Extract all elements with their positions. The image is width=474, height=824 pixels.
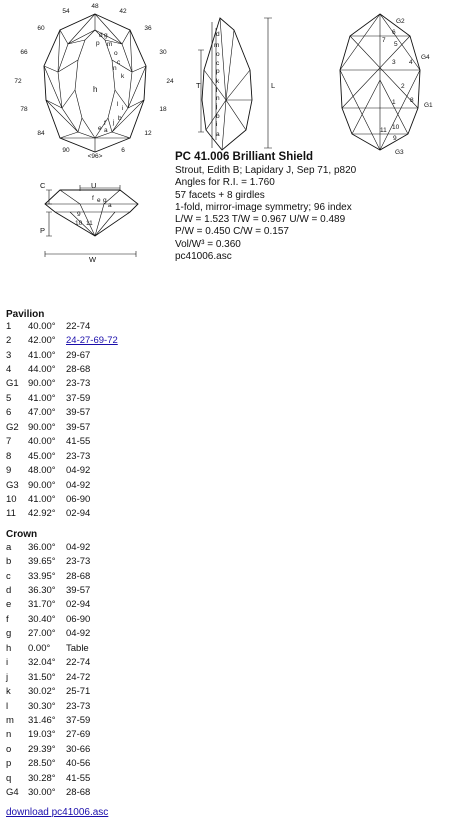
facet-row [6, 771, 90, 785]
dim-label: W [89, 255, 97, 264]
facet-index: 29-67 [66, 349, 91, 361]
facet-angle: 30.00° [28, 787, 56, 799]
facet-label: f [104, 120, 106, 127]
facet-id: b [6, 556, 12, 568]
facet-label: f [92, 195, 94, 202]
facet-index: 39-57 [66, 407, 91, 419]
facet-angle: 40.00° [28, 320, 56, 332]
facet-angle: 90.00° [28, 378, 56, 390]
facet-label: g [103, 197, 107, 204]
facet-index: 23-73 [66, 450, 91, 462]
facet-angle: 42.92° [28, 508, 56, 520]
facet-angle: 28.50° [28, 758, 56, 770]
facet-index: 37-59 [66, 714, 91, 726]
facet-label: G1 [424, 102, 433, 109]
facet-label: G4 [421, 54, 430, 61]
facet-label: n [216, 95, 220, 102]
facet-angle: 29.39° [28, 743, 56, 755]
info-line: 57 facets + 8 girdles [175, 189, 265, 201]
facet-angle: 41.00° [28, 349, 56, 361]
facet-angle: 47.00° [28, 407, 56, 419]
facet-index [66, 333, 118, 347]
facet-id: k [6, 686, 11, 698]
facet-angle: 41.00° [28, 392, 56, 404]
facet-index: 02-94 [66, 599, 91, 611]
facet-label: 11 [86, 220, 93, 227]
facet-angle: 31.46° [28, 714, 56, 726]
index-label: 12 [144, 130, 152, 137]
facet-angle: 40.00° [28, 436, 56, 448]
facet-id: d [6, 585, 12, 597]
info-line: L/W = 1.523 T/W = 0.967 U/W = 0.489 [175, 214, 346, 226]
facet-label: n [113, 65, 117, 72]
index-label: 18 [159, 106, 167, 113]
facet-row [6, 435, 118, 449]
facet-label: i [122, 105, 124, 112]
facet-angle: 33.95° [28, 570, 56, 582]
dim-label: P [40, 226, 46, 235]
facet-label: g [104, 32, 108, 39]
facet-id: m [6, 714, 14, 726]
facet-index: 22-74 [66, 320, 91, 332]
pavilion-side-view [198, 18, 272, 150]
facet-index: Table [66, 642, 89, 654]
index-label: 48 [91, 3, 99, 10]
facet-row [6, 699, 90, 713]
facet-label: a [104, 127, 108, 134]
facet-row [6, 478, 118, 492]
facet-row [6, 742, 90, 756]
facet-id: 5 [6, 392, 12, 404]
facet-angle: 36.30° [28, 585, 56, 597]
crown-heading: Crown [6, 529, 38, 540]
facet-row [6, 627, 90, 641]
index-label: 84 [37, 130, 45, 137]
facet-row [6, 449, 118, 463]
gem-title: PC 41.006 Brilliant Shield [175, 151, 314, 163]
facet-label: o [216, 51, 220, 58]
facet-index: 27-69 [66, 729, 91, 741]
facet-row [6, 713, 90, 727]
facet-label: c [117, 59, 121, 66]
index-label: 24 [166, 78, 174, 85]
facet-index: 04-92 [66, 465, 91, 477]
facet-id: 6 [6, 407, 12, 419]
facet-id: 1 [6, 320, 12, 332]
facet-id: c [6, 570, 11, 582]
dim-label: L [271, 81, 276, 90]
facet-label: o [114, 50, 118, 57]
facet-index: 06-90 [66, 493, 91, 505]
facet-label: 10 [392, 124, 400, 131]
facet-id: e [6, 599, 12, 611]
facet-id: 11 [6, 508, 16, 520]
facet-angle: 39.65° [28, 556, 56, 568]
facet-index: 02-94 [66, 508, 91, 520]
facet-row [6, 598, 90, 612]
facet-row [6, 406, 118, 420]
facet-label: b [118, 115, 122, 122]
facet-row [6, 348, 118, 362]
facet-id: h [6, 642, 12, 654]
facet-label: e [98, 125, 102, 132]
facet-label: d [216, 31, 220, 38]
facet-row [6, 641, 90, 655]
facet-angle: 42.00° [28, 335, 56, 347]
facet-index: 28-68 [66, 787, 91, 799]
facet-angle: 31.70° [28, 599, 56, 611]
facet-label: l [216, 87, 218, 94]
facet-index: 23-73 [66, 700, 91, 712]
facet-id: 4 [6, 364, 12, 376]
pavilion-table [6, 319, 118, 521]
facet-id: 9 [6, 465, 12, 477]
index-label: 72 [14, 78, 22, 85]
facet-label: c [216, 60, 220, 67]
index-label: 60 [37, 25, 45, 32]
facet-id: f [6, 613, 9, 625]
facet-angle: 30.40° [28, 613, 56, 625]
facet-angle: 45.00° [28, 450, 56, 462]
facet-label: p [96, 40, 100, 47]
facet-angle: 27.00° [28, 628, 56, 640]
index-label: 78 [20, 106, 28, 113]
facet-row [6, 362, 118, 376]
facet-label: b [216, 113, 220, 120]
facet-label: a [216, 131, 220, 138]
facet-row [6, 684, 90, 698]
index-label: <96> [87, 153, 103, 160]
gem-info [175, 150, 356, 263]
facet-label: G2 [396, 18, 405, 25]
dim-label: C [40, 181, 46, 190]
facet-id: l [6, 700, 9, 712]
facet-label: a [108, 202, 112, 209]
facet-label: m [214, 42, 220, 49]
facet-label: G3 [395, 149, 404, 156]
info-line: P/W = 0.450 C/W = 0.157 [175, 226, 289, 238]
facet-id: n [6, 729, 12, 741]
facet-label: e [97, 197, 101, 204]
facet-label: k [121, 73, 125, 80]
facet-row [6, 656, 90, 670]
info-line: Strout, Edith B; Lapidary J, Sep 71, p820 [175, 165, 357, 176]
facet-label: i [216, 121, 218, 128]
crown-table [6, 540, 90, 800]
facet-row [6, 569, 90, 583]
facet-label: 5 [394, 41, 398, 48]
index-label: 66 [20, 49, 28, 56]
index-label: 6 [121, 147, 125, 154]
facet-angle: 31.50° [28, 671, 56, 683]
facet-index: 06-90 [66, 613, 91, 625]
facet-id: G1 [6, 378, 19, 390]
facet-angle: 0.00° [28, 642, 51, 654]
facet-index: 39-57 [66, 421, 91, 433]
facet-id: 7 [6, 436, 12, 448]
facet-label: k [216, 78, 220, 85]
facet-row [6, 377, 118, 391]
dim-label: T [196, 81, 201, 90]
facet-index-link[interactable]: 24-27-69-72 [66, 335, 118, 347]
facet-label: 4 [409, 59, 413, 66]
facet-label: 1 [392, 99, 396, 106]
facet-angle: 90.00° [28, 479, 56, 491]
facet-id: j [6, 671, 9, 683]
dim-label: U [91, 181, 97, 190]
info-line: Angles for R.I. = 1.760 [175, 177, 275, 189]
facet-label: 9 [77, 211, 81, 218]
index-label: 30 [159, 49, 167, 56]
crown-top-view [44, 14, 146, 152]
facet-index: 28-68 [66, 364, 91, 376]
facet-angle: 30.28° [28, 772, 56, 784]
facet-label: j [113, 119, 115, 126]
facet-label: 6 [392, 29, 396, 36]
facet-angle: 19.03° [28, 729, 56, 741]
facet-id: 8 [6, 450, 12, 462]
facet-label: 9 [393, 135, 397, 142]
facet-row [6, 583, 90, 597]
facet-label: 8 [410, 97, 414, 104]
facet-angle: 90.00° [28, 421, 56, 433]
info-line: pc41006.asc [175, 251, 232, 263]
facet-row [6, 612, 90, 626]
index-label: 42 [119, 8, 127, 15]
facet-angle: 32.04° [28, 657, 56, 669]
facet-index: 22-74 [66, 657, 91, 669]
pavilion-heading: Pavilion [6, 309, 45, 320]
facet-label: l [117, 101, 119, 108]
facet-row [6, 463, 118, 477]
facet-id: 2 [6, 335, 12, 347]
facet-label: 3 [392, 59, 396, 66]
facet-id: i [6, 657, 9, 669]
download-link[interactable]: download pc41006.asc [6, 807, 109, 818]
facet-index: 30-66 [66, 743, 91, 755]
facet-index: 25-71 [66, 686, 91, 698]
facet-row [6, 757, 90, 771]
facet-id: G4 [6, 787, 19, 799]
facet-id: a [6, 541, 12, 553]
facet-label: m [107, 41, 113, 48]
facet-row [6, 319, 118, 333]
facet-label: h [93, 85, 98, 94]
facet-index: 23-73 [66, 556, 91, 568]
facet-row [6, 333, 118, 347]
facet-index: 24-72 [66, 671, 91, 683]
facet-angle: 41.00° [28, 493, 56, 505]
facet-row [6, 492, 118, 506]
index-label: 54 [62, 8, 70, 15]
facet-index: 04-92 [66, 628, 91, 640]
facet-angle: 36.00° [28, 541, 56, 553]
facet-index: 41-55 [66, 436, 91, 448]
facet-index: 23-73 [66, 378, 91, 390]
facet-index: 04-92 [66, 541, 91, 553]
facet-index: 41-55 [66, 772, 91, 784]
facet-row [6, 420, 118, 434]
facet-label: d [99, 32, 103, 39]
facet-index: 37-59 [66, 392, 91, 404]
facet-row [6, 670, 90, 684]
facet-row [6, 507, 118, 521]
index-label: 90 [62, 147, 70, 154]
facet-id: 3 [6, 349, 12, 361]
facet-id: o [6, 743, 12, 755]
facet-id: p [6, 758, 12, 770]
facet-id: G2 [6, 421, 19, 433]
facet-angle: 30.02° [28, 686, 56, 698]
index-label: 36 [144, 25, 152, 32]
facet-row [6, 554, 90, 568]
facet-row [6, 391, 118, 405]
facet-row [6, 728, 90, 742]
facet-label: 7 [382, 37, 386, 44]
facet-row [6, 785, 90, 799]
facet-label: 10 [75, 220, 83, 227]
facet-index: 40-56 [66, 758, 91, 770]
facet-angle: 44.00° [28, 364, 56, 376]
facet-angle: 48.00° [28, 465, 56, 477]
facet-id: G3 [6, 479, 19, 491]
facet-index: 04-92 [66, 479, 91, 491]
facet-id: g [6, 628, 12, 640]
info-line: 1-fold, mirror-image symmetry; 96 index [175, 201, 352, 213]
info-line: Vol/W³ = 0.360 [175, 238, 241, 250]
facet-label: j [216, 103, 218, 110]
facet-label: p [216, 68, 220, 75]
facet-label: 2 [401, 83, 405, 90]
facet-index: 28-68 [66, 570, 91, 582]
facet-id: 10 [6, 493, 17, 505]
facet-index: 39-57 [66, 585, 91, 597]
facet-angle: 30.30° [28, 700, 56, 712]
facet-label: 11 [380, 127, 387, 134]
facet-row [6, 540, 90, 554]
facet-id: q [6, 772, 12, 784]
